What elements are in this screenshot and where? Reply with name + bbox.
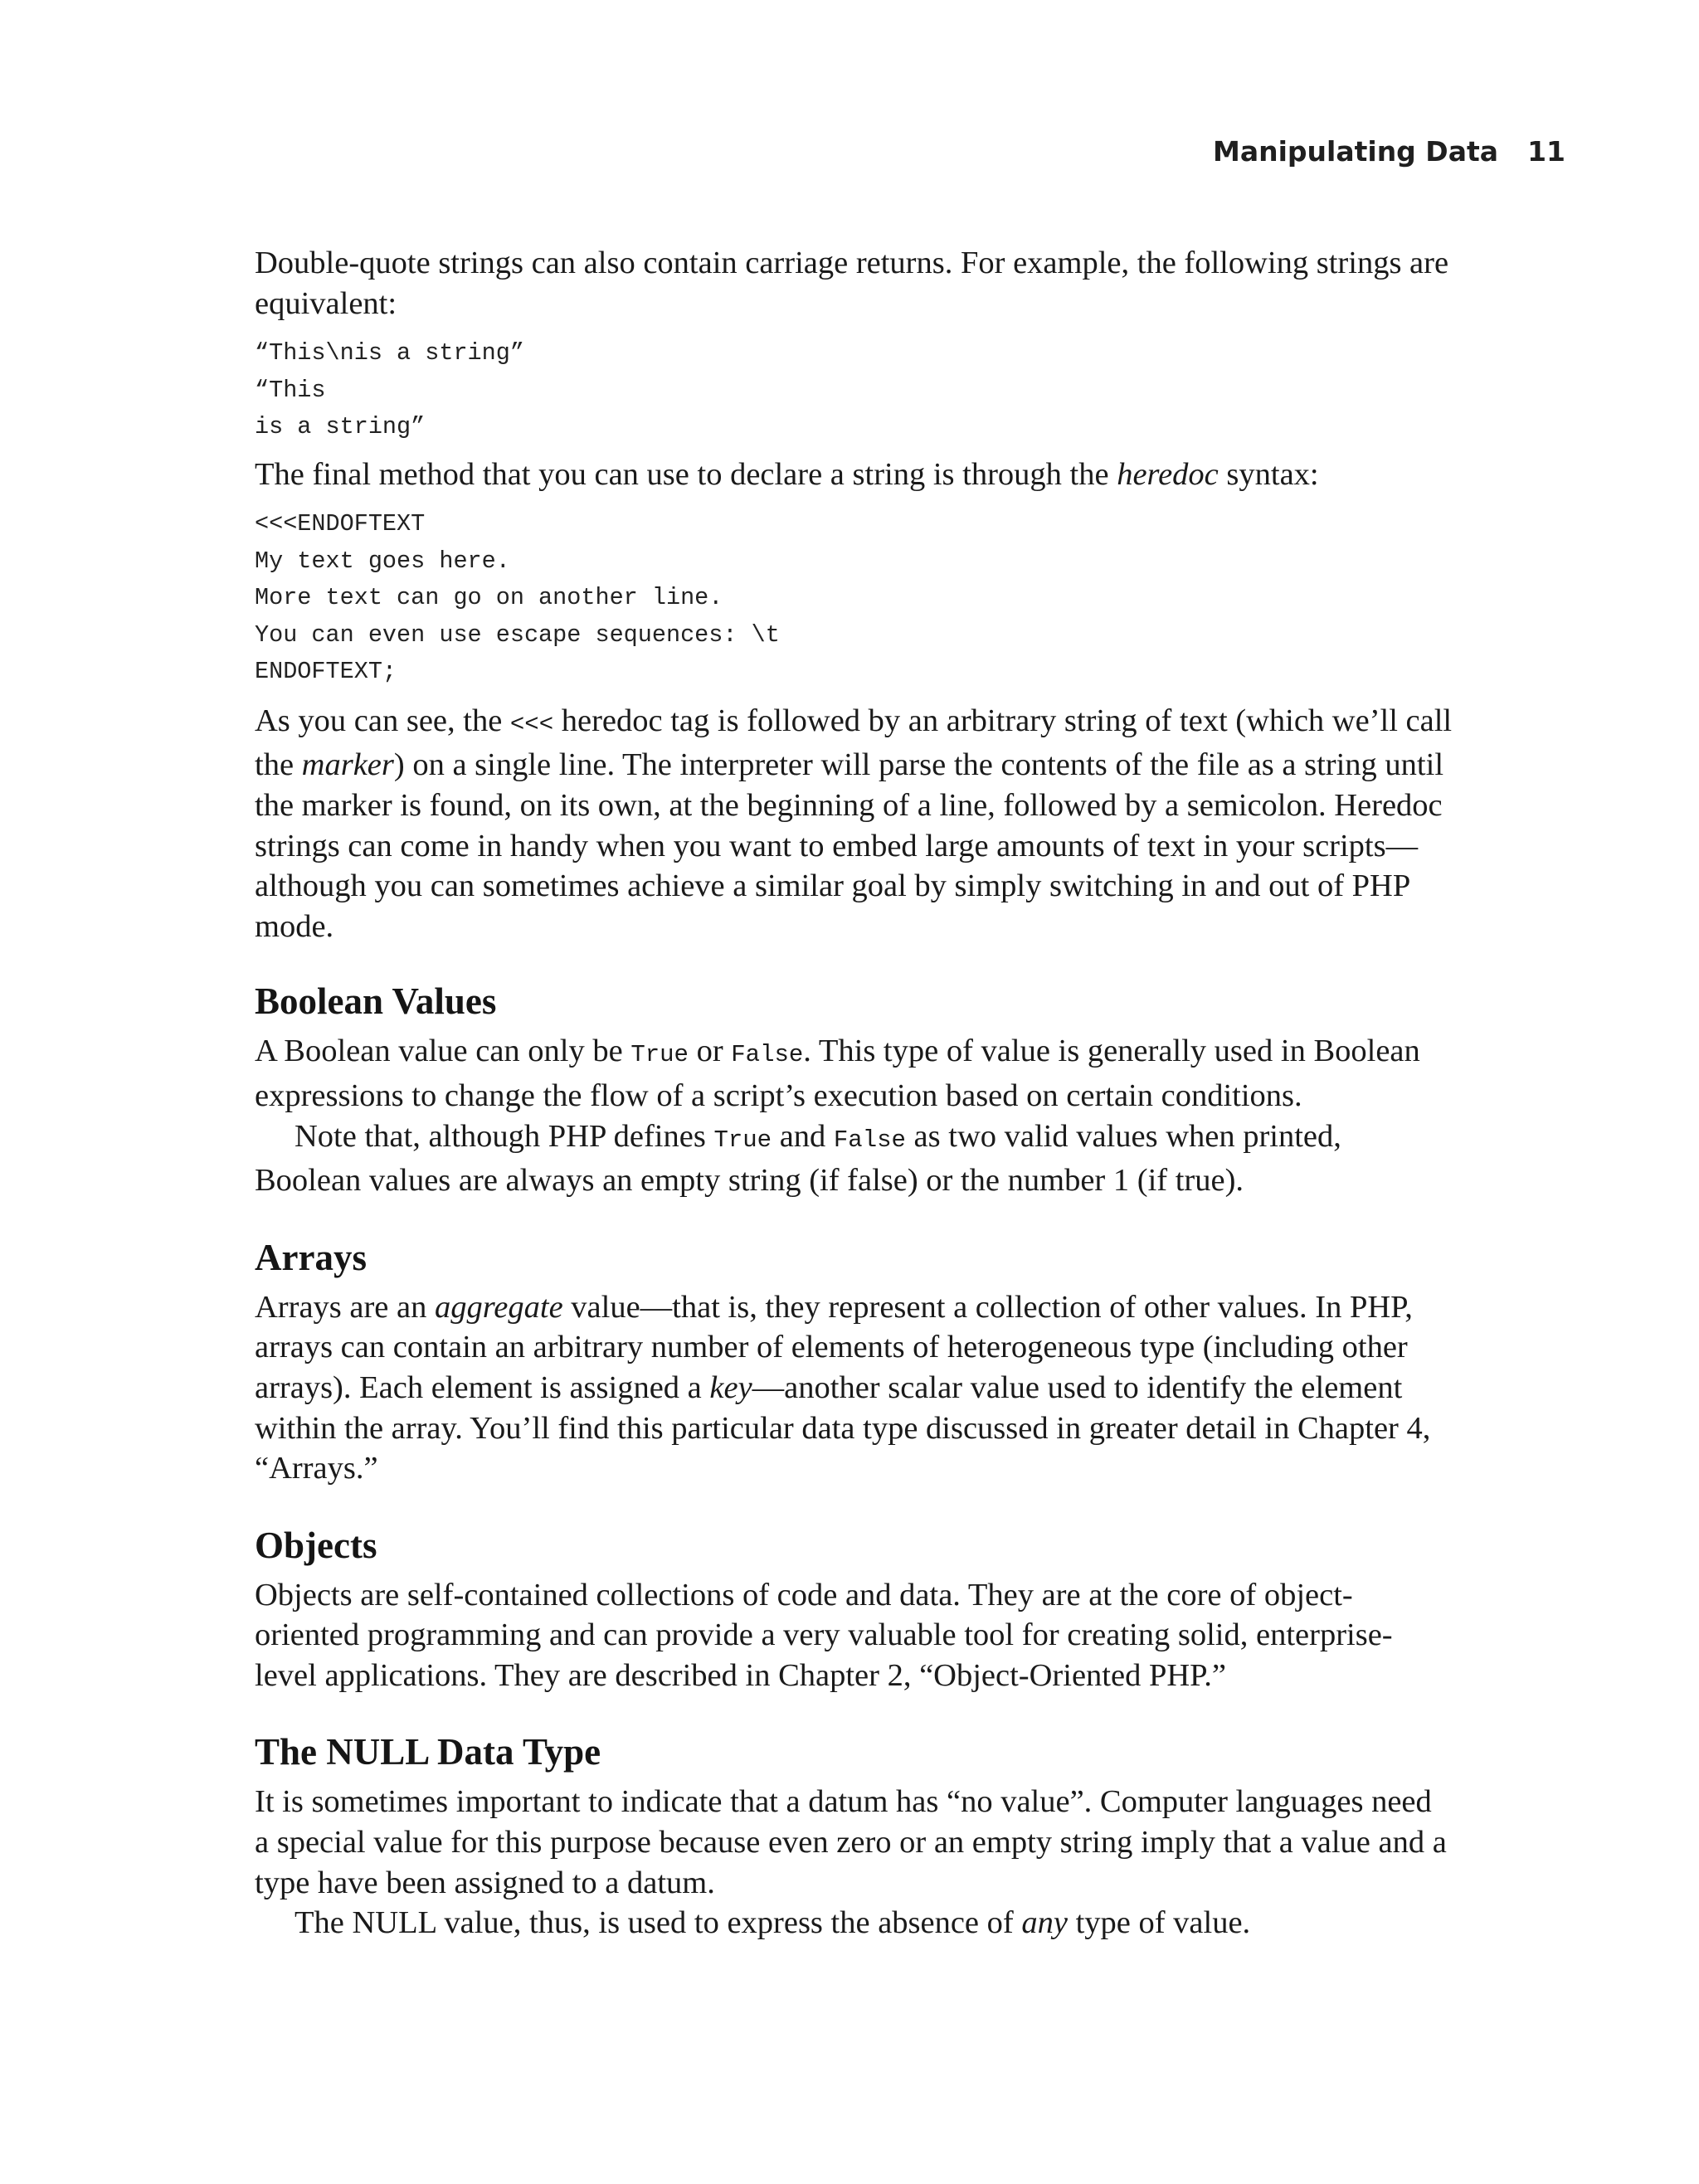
heading-objects: Objects: [255, 1524, 377, 1566]
running-head: [1161, 135, 1576, 172]
paragraph-null-2: The NULL value, thus, is used to express the absence of any type of value.: [295, 1905, 1251, 1941]
paragraph-double-quote-strings: Double-quote strings can also contain carriage returns. For example, the following strings are equivalent:: [255, 246, 1449, 321]
code-block-equivalent-strings: “This\nis a string” “This is a string”: [255, 339, 524, 441]
paragraph-heredoc-intro: The final method that you can use to declare a string is through the heredoc syntax:: [255, 456, 1319, 492]
paragraph-null-1: It is sometimes important to indicate that a datum has “no value”. Computer languages need a special value for this purpose because even zero or an empty string imply that a value and a type have been assigned to a datum.: [255, 1784, 1447, 1900]
page-body: [255, 243, 1453, 1943]
heading-boolean-values: Boolean Values: [255, 980, 497, 1023]
page-number: 11: [1527, 135, 1565, 168]
paragraph-boolean-1: A Boolean value can only be True or False. This type of value is generally used in Boolean expressions to change the flow of a script’s execution based on certain conditions.: [255, 1034, 1420, 1113]
heading-null-data-type: The NULL Data Type: [255, 1731, 601, 1773]
paragraph-arrays: Arrays are an aggregate value—that is, they represent a collection of other values. In PHP, arrays can contain an arbitrary number of elements of heterogeneous type (including other arrays). Each element is assigned a key—another scalar value used to identify the element within the array. You’ll find this particular data type discussed in greater detail in Chapter 4, “Arrays.”: [255, 1289, 1431, 1486]
inline-code: True: [630, 1041, 689, 1069]
paragraph-heredoc-explanation: As you can see, the <<< heredoc tag is followed by an arbitrary string of text (which we’ll call the marker) on a single line. The interpreter will parse the contents of the file as a string until the marker is found, on its own, at the beginning of a line, followed by a semicolon. Heredoc strings can come in handy when you want to embed large amounts of text in your scripts—although you can sometimes achieve a similar goal by simply switching in and out of PHP mode.: [255, 703, 1453, 944]
code-block-heredoc-example: <<<ENDOFTEXT My text goes here. More text can go on another line. You can even use escape sequences: \t ENDOFTEXT;: [255, 510, 780, 686]
inline-code: True: [713, 1126, 772, 1154]
running-head-section-title: Manipulating Data: [1213, 135, 1499, 168]
inline-code: False: [833, 1126, 906, 1154]
heading-arrays: Arrays: [255, 1236, 367, 1278]
paragraph-objects: Objects are self-contained collections of code and data. They are at the core of object-oriented programming and can provide a very valuable tool for creating solid, enterprise-level applications. They are described in Chapter 2, “Object-Oriented PHP.”: [255, 1577, 1393, 1693]
inline-code: <<<: [509, 710, 554, 738]
paragraph-boolean-2: Note that, although PHP defines True and False as two valid values when printed, Boolean values are always an empty string (if false) or the number 1 (if true).: [255, 1118, 1341, 1199]
inline-code: False: [731, 1041, 804, 1069]
